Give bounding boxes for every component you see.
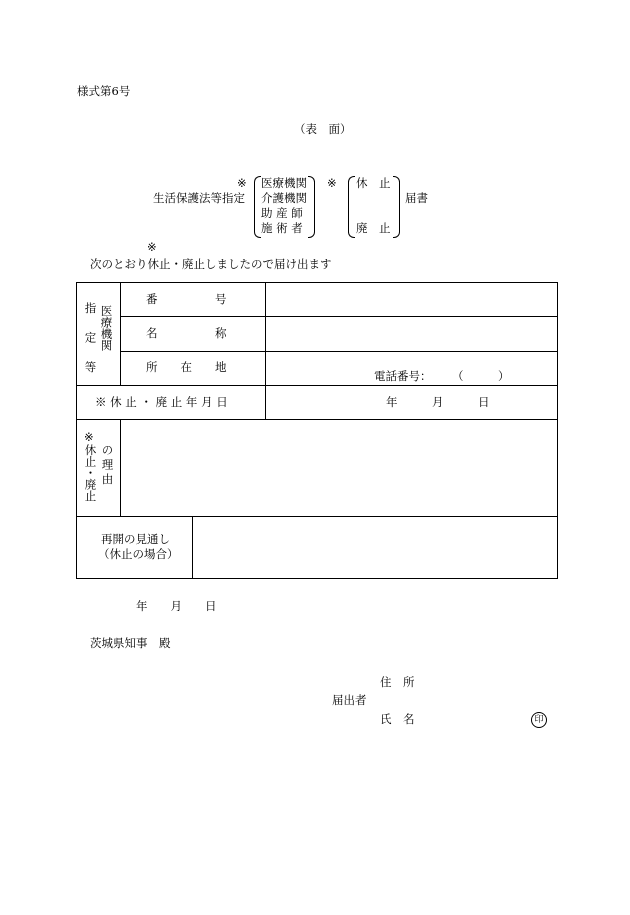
reason-mark: ※: [84, 430, 94, 444]
left-bracket-1: [254, 176, 261, 238]
seal-mark: 印: [531, 712, 547, 728]
name-label: 氏 名: [380, 712, 415, 726]
reason-label-col2: の理由: [100, 444, 115, 488]
reopen-label-line2: （休止の場合）: [98, 547, 179, 561]
date-value: 年 月 日: [386, 395, 490, 409]
phone-label: 電話番号：: [374, 369, 432, 383]
row-label-address: 所 在 地: [146, 360, 227, 374]
title-mark-2: ※: [327, 176, 337, 190]
phone-paren: （ ）: [452, 369, 510, 383]
group-label-institution: 医療機関: [99, 305, 114, 351]
row-label-number: 番 号: [146, 292, 227, 306]
side-label: （表 面）: [294, 122, 352, 136]
title-prefix: 生活保護法等指定: [153, 191, 245, 205]
title-suffix: 届書: [405, 191, 428, 205]
address-label: 住 所: [380, 675, 415, 689]
institution-4: 施 術 者: [261, 221, 303, 235]
action-2: 廃 止: [356, 221, 391, 235]
institution-2: 介護機関: [261, 191, 307, 205]
right-bracket-1: [308, 176, 315, 238]
left-bracket-2: [348, 176, 355, 238]
institution-1: 医療機関: [261, 176, 307, 190]
institution-3: 助 産 師: [261, 206, 303, 220]
row-label-name: 名 称: [146, 326, 227, 340]
reason-label-col1: 休止・廃止: [83, 444, 98, 502]
date-line: 年 月 日: [136, 599, 217, 613]
form-number: 様式第6号: [77, 84, 131, 98]
intro-text: 次のとおり休止・廃止しましたので届け出ます: [90, 257, 332, 271]
date-label: ※ 休 止 ・ 廃 止 年 月 日: [95, 395, 228, 409]
group-label-designation: 指定等: [83, 302, 98, 391]
submitter-role: 届出者: [332, 693, 367, 707]
right-bracket-2: [393, 176, 400, 238]
action-1: 休 止: [356, 176, 391, 190]
addressee: 茨城県知事 殿: [90, 636, 171, 650]
mark-3: ※: [147, 240, 157, 254]
reopen-label-line1: 再開の見通し: [101, 532, 170, 546]
title-mark-1: ※: [237, 176, 247, 190]
